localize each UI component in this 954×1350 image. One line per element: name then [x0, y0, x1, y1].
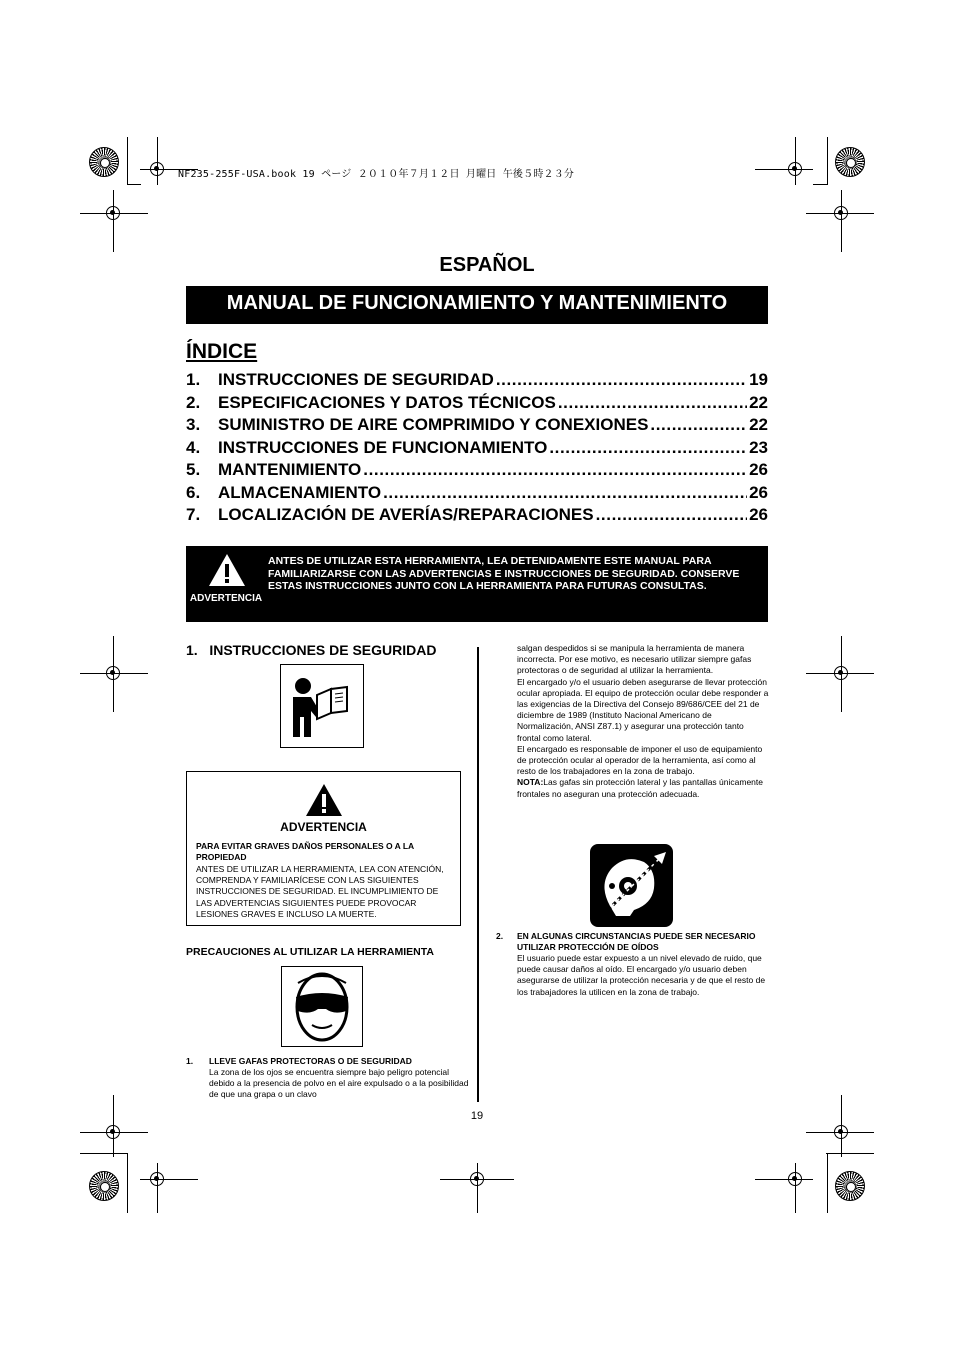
toc-entry[interactable]: 2. ESPECIFICACIONES Y DATOS TÉCNICOS ..... 22 — [186, 393, 768, 416]
note — [517, 777, 769, 799]
toc-entry[interactable]: 4. INSTRUCCIONES DE FUNCIONAMIENTO ..... 23 — [186, 438, 768, 461]
registration-target-icon — [788, 1172, 802, 1186]
item-number: 1. — [186, 1056, 194, 1066]
note-label: NOTA: — [517, 777, 544, 788]
registration-sunburst-icon — [89, 147, 119, 177]
item-heading: EN ALGUNAS CIRCUNSTANCIAS PUEDE SER NECESARIO UTILIZAR PROTECCIÓN DE OÍDOS — [517, 931, 756, 952]
hearing-protection-icon — [590, 844, 673, 927]
toc-entry[interactable]: 7. LOCALIZACIÓN DE AVERÍAS/REPARACIONES ..... 26 — [186, 505, 768, 528]
item-body: El usuario puede estar expuesto a un nivel elevado de ruido, que puede causar daños al oído. El encargado y/o usuario deben asegurarse de utilizar la protección necesaria y de que el resto de los trabajadores la utilicen en la zona de trabajo. — [517, 953, 766, 997]
advertencia-subtitle: PARA EVITAR GRAVES DAÑOS PERSONALES O A LA PROPIEDAD — [196, 841, 414, 862]
registration-sunburst-icon — [835, 1171, 865, 1201]
toc-entry[interactable]: 3. SUMINISTRO DE AIRE COMPRIMIDO Y CONEXIONES ..... 22 — [186, 415, 768, 438]
warning-triangle-icon — [194, 552, 260, 593]
registration-sunburst-icon — [835, 147, 865, 177]
registration-target-icon — [106, 666, 120, 680]
toc-entry[interactable]: 5. MANTENIMIENTO ..... 26 — [186, 460, 768, 483]
item-number: 2. — [496, 931, 504, 941]
registration-sunburst-icon — [89, 1171, 119, 1201]
registration-target-icon — [788, 162, 802, 176]
right-column-text — [517, 643, 769, 800]
index-title: ÍNDICE — [186, 340, 258, 363]
warning-text: ANTES DE UTILIZAR ESTA HERRAMIENTA, LEA DETENIDAMENTE ESTE MANUAL PARA FAMILIARIZARSE CON LAS ADVERTENCIAS E INSTRUCCIONES DE SEGURIDAD. CONSERVE ESTAS INSTRUCCIONES JUNTO CON LA HERRAMIENTA PARA FUTURAS CONSULTAS. — [268, 555, 740, 593]
page-number: 19 — [470, 1110, 484, 1122]
warning-triangle-icon — [304, 782, 344, 823]
paragraph: salgan despedidos si se manipula la herramienta de manera incorrecta. Por ese motivo, es necesario utilizar siempre gafas protectoras o de seguridad al utilizar la herramienta. — [517, 643, 752, 676]
advertencia-body: ANTES DE UTILIZAR LA HERRAMIENTA, LEA CON ATENCIÓN, COMPRENDA Y FAMILIARÍCESE CON LAS SIGUIENTES INSTRUCCIONES DE SEGURIDAD. EL INCUMPLIMIENTO DE LAS ADVERTENCIAS SIGUIENTES PUEDE PROVOCAR LESIONES GRAVES E INCLUSO LA MUERTE. — [196, 864, 444, 919]
table-of-contents — [186, 370, 768, 528]
registration-target-icon — [834, 666, 848, 680]
print-header: NF235-255F-USA.book 19 ページ ２０１０年７月１２日 月曜日 午後５時２３分 — [178, 169, 575, 180]
paragraph: El encargado y/o el usuario deben asegurarse de llevar protección ocular apropiada. El equipo de protección ocular debe responder a las exigencias de la Directiva del Consejo 89/686/CEE del 21 de diciembre de 1989 (Instituto Nacional Americano de Normalización, ANSI Z87.1) y asegurar una protección tanto frontal como lateral. — [517, 676, 769, 743]
item-heading: LLEVE GAFAS PROTECTORAS O DE SEGURIDAD — [209, 1056, 412, 1066]
warning-banner — [186, 546, 768, 622]
note-text: Las gafas sin protección lateral y las pantallas únicamente frontales no aseguran una protección adecuada. — [517, 777, 763, 799]
advertencia-title: ADVERTENCIA — [280, 820, 367, 834]
toc-entry[interactable]: 1. INSTRUCCIONES DE SEGURIDAD ..... 19 — [186, 370, 768, 393]
registration-target-icon — [150, 1172, 164, 1186]
manual-title-banner: MANUAL DE FUNCIONAMIENTO Y MANTENIMIENTO — [186, 286, 768, 324]
registration-target-icon — [106, 1125, 120, 1139]
registration-target-icon — [470, 1172, 484, 1186]
column-divider — [477, 647, 479, 1102]
precautions-title: PRECAUCIONES AL UTILIZAR LA HERRAMIENTA — [186, 946, 434, 958]
registration-target-icon — [834, 1125, 848, 1139]
registration-target-icon — [106, 206, 120, 220]
section-title: 1. INSTRUCCIONES DE SEGURIDAD — [186, 642, 437, 658]
registration-target-icon — [150, 162, 164, 176]
safety-goggles-icon — [281, 966, 363, 1047]
toc-entry[interactable]: 6. ALMACENAMIENTO ..... 26 — [186, 483, 768, 506]
registration-target-icon — [834, 206, 848, 220]
language-heading: ESPAÑOL — [439, 254, 535, 276]
item-body: La zona de los ojos se encuentra siempre bajo peligro potencial debido a la presencia de polvo en el aire expulsado o a la posibilidad de que una grapa o un clavo — [209, 1067, 469, 1099]
paragraph: El encargado es responsable de imponer el uso de equipamiento de protección ocular al operador de la herramienta, así como al resto de los trabajadores en la zona de trabajo. — [517, 743, 763, 777]
warning-label: ADVERTENCIA — [189, 593, 263, 604]
read-manual-icon — [280, 664, 364, 748]
advertencia-box — [186, 771, 461, 926]
